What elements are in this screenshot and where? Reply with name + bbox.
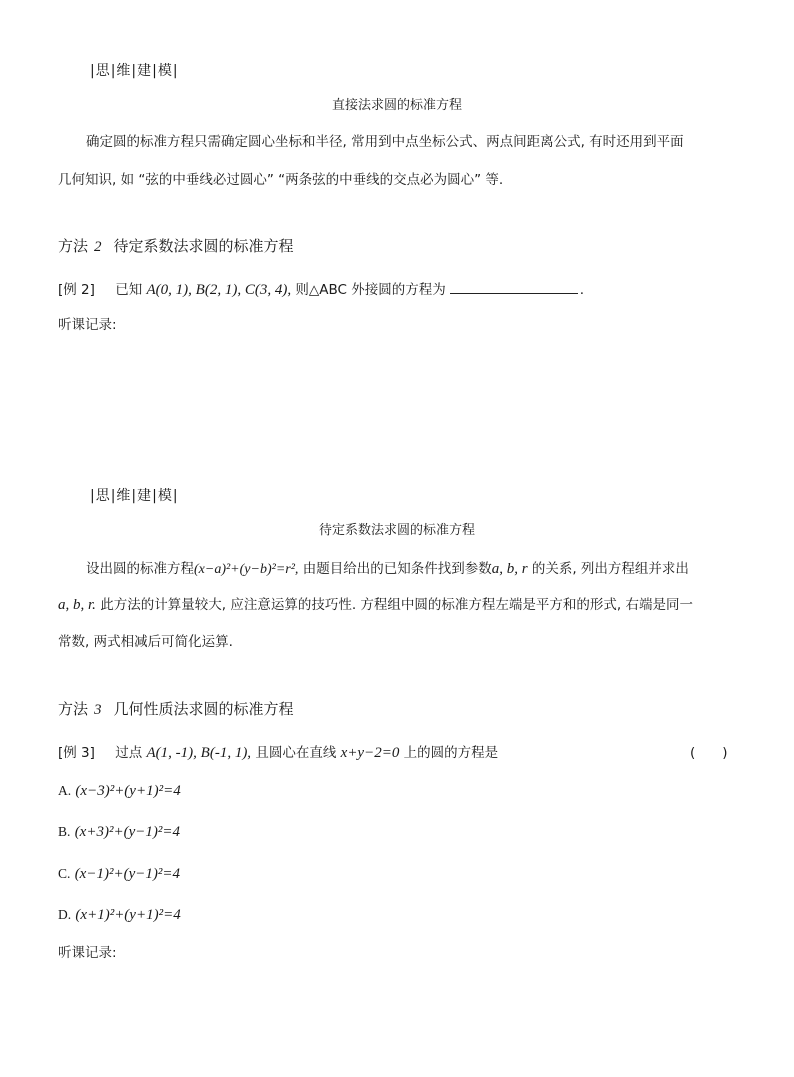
- method-title: 几何性质法求圆的标准方程: [113, 700, 294, 718]
- paragraph-line-2: 几何知识, 如 “弦的中垂线必过圆心” “两条弦的中垂线的交点必为圆心” 等.: [58, 172, 504, 188]
- option-label: A.: [58, 783, 72, 798]
- example-mid: 则△ABC 外接圆的方程为: [295, 282, 446, 298]
- answer-paren[interactable]: ( ): [690, 745, 728, 761]
- paragraph2-line-1: [86, 557, 689, 578]
- thinking-model-tag-1: |思|维|建|模|: [90, 63, 179, 79]
- example-prefix: 已知: [115, 282, 143, 298]
- method-2-heading: [58, 235, 294, 256]
- example-end: 上的圆的方程是: [403, 745, 499, 761]
- text: 的关系, 列出方程组并求出: [531, 561, 689, 577]
- option-label: D.: [58, 907, 72, 922]
- params: a, b, r: [491, 561, 528, 577]
- example-tag: [例 3]: [58, 745, 95, 761]
- method-title: 待定系数法求圆的标准方程: [113, 237, 294, 255]
- answer-blank[interactable]: [450, 279, 578, 294]
- paragraph2-line-2: [58, 593, 693, 614]
- example-points: A(1, -1), B(-1, 1),: [146, 745, 252, 761]
- thinking-model-tag-2: |思|维|建|模|: [90, 488, 179, 504]
- example-mid: 且圆心在直线: [255, 745, 337, 761]
- text: 由题目给出的已知条件找到参数: [302, 561, 492, 577]
- line-equation: x+y−2=0: [340, 745, 400, 761]
- option-equation: (x+1)²+(y+1)²=4: [75, 907, 181, 923]
- text: 设出圆的标准方程: [86, 561, 194, 577]
- method-label: 方法: [58, 700, 89, 718]
- example-tag: [例 2]: [58, 282, 95, 298]
- option-c[interactable]: [58, 866, 180, 883]
- method-number: 2: [94, 239, 102, 255]
- option-equation: (x−3)²+(y+1)²=4: [75, 783, 181, 799]
- section-title-direct-method: 直接法求圆的标准方程: [331, 98, 462, 113]
- params: a, b, r.: [58, 597, 96, 613]
- method-label: 方法: [58, 237, 89, 255]
- notes-label-2: 听课记录:: [58, 945, 117, 961]
- paragraph2-line-3: 常数, 两式相减后可简化运算.: [58, 634, 233, 650]
- example-3: [58, 741, 498, 762]
- example-prefix: 过点: [115, 745, 143, 761]
- option-d[interactable]: [58, 907, 181, 924]
- option-equation: (x−1)²+(y−1)²=4: [74, 866, 180, 882]
- example-points: A(0, 1), B(2, 1), C(3, 4),: [146, 282, 292, 298]
- example-end: .: [579, 282, 585, 298]
- option-a[interactable]: [58, 783, 181, 800]
- option-equation: (x+3)²+(y−1)²=4: [74, 824, 180, 840]
- circle-equation: (x−a)²+(y−b)²=r²,: [194, 562, 299, 577]
- notes-label-1: 听课记录:: [58, 317, 117, 333]
- method-3-heading: [58, 698, 294, 719]
- paragraph-line-1: 确定圆的标准方程只需确定圆心坐标和半径, 常用到中点坐标公式、两点间距离公式, 有时还用到平面: [86, 134, 684, 150]
- example-2: [58, 278, 584, 299]
- option-label: C.: [58, 866, 71, 881]
- option-b[interactable]: [58, 824, 180, 841]
- option-label: B.: [58, 824, 71, 839]
- text: 此方法的计算量较大, 应注意运算的技巧性. 方程组中圆的标准方程左端是平方和的形式, 右端是同一: [100, 597, 693, 613]
- method-number: 3: [94, 702, 102, 718]
- section-title-undetermined-coefficients: 待定系数法求圆的标准方程: [318, 523, 475, 538]
